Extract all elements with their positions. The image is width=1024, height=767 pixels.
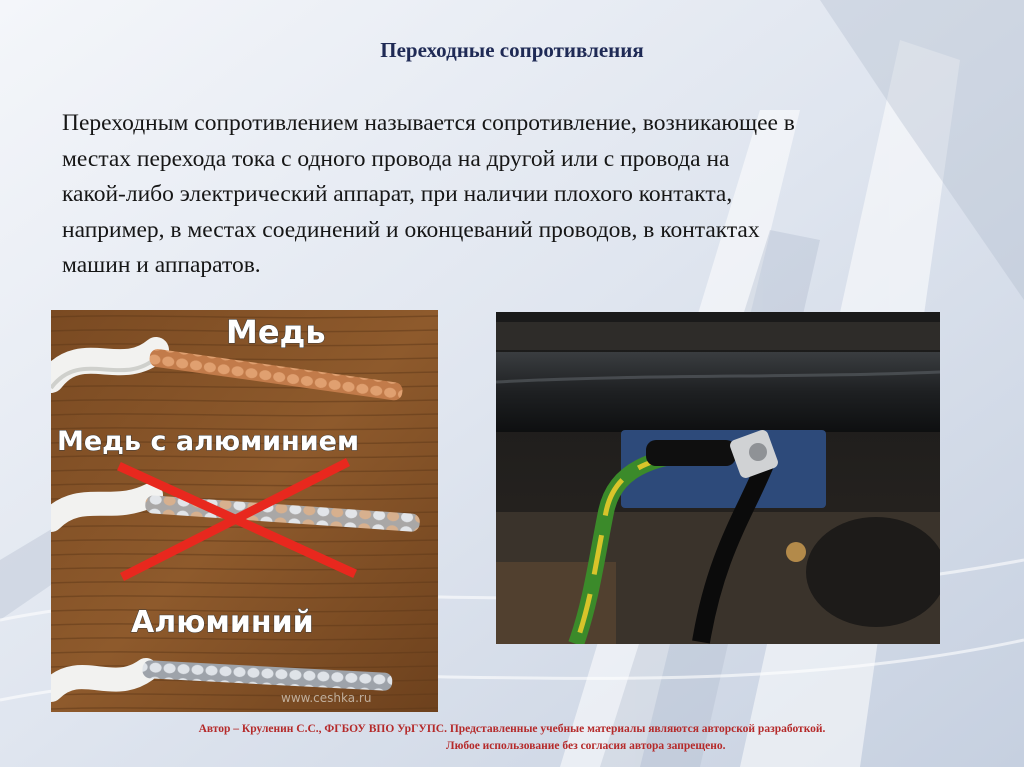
definition-paragraph: [62, 106, 962, 284]
grounding-wire-photo: [496, 312, 940, 644]
slide-title: Переходные сопротивления: [380, 38, 644, 62]
footer-author-line: Автор – Круленин С.С., ФГБОУ ВПО УрГУПС. Представленные учебные материалы являются авторской разработкой.: [198, 723, 826, 735]
paragraph-line: какой-либо электрический аппарат, при наличии плохого контакта,: [62, 181, 733, 207]
label-aluminum: Алюминий: [131, 605, 314, 640]
paragraph-line: Переходным сопротивлением называется сопротивление, возникающее в: [62, 110, 795, 136]
footer-copyright-line: Любое использование без согласия автора запрещено.: [446, 740, 726, 752]
watermark: www.ceshka.ru: [281, 691, 372, 705]
paragraph-line: местах перехода тока с одного провода на другой или с провода на: [62, 145, 730, 172]
label-copper-aluminum: Медь с алюминием: [57, 426, 360, 457]
twisted-wires-photo: [51, 310, 438, 712]
paragraph-line: машин и аппаратов.: [62, 252, 261, 278]
label-copper: Медь: [226, 313, 326, 351]
paragraph-line: например, в местах соединений и оконцеваний проводов, в контактах: [62, 216, 760, 243]
